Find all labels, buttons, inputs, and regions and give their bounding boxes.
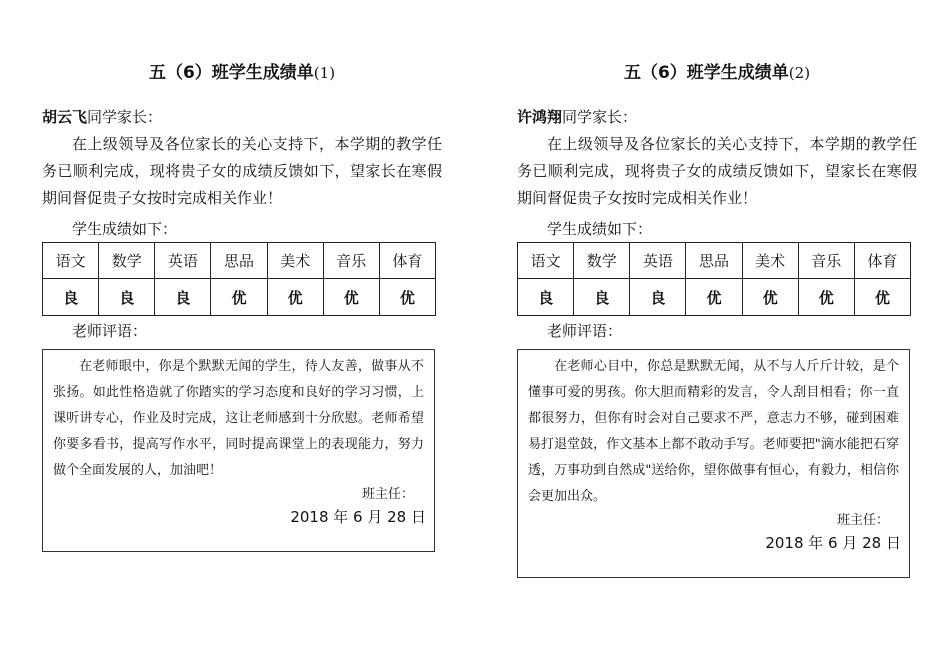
grade-cell: 良 — [518, 279, 574, 316]
comment-label: 老师评语： — [547, 322, 623, 340]
subject-cell: 音乐 — [323, 243, 379, 279]
subjects-row — [43, 243, 436, 279]
intro-paragraph: 在上级领导及各位家长的关心支持下，本学期的教学任务已顺利完成，现将贵子女的成绩反馈如下，望家长在寒假期间督促贵子女按时完成相关作业！ — [42, 135, 442, 207]
subject-cell: 体育 — [379, 243, 435, 279]
report-number: (2) — [788, 64, 811, 82]
grades-row — [43, 279, 436, 316]
grade-cell: 优 — [686, 279, 742, 316]
subject-cell: 思品 — [686, 243, 742, 279]
report-date: 2018 年 6 月 28 日 — [765, 534, 901, 552]
greeting-suffix: 同学家长： — [87, 108, 163, 126]
subject-cell: 美术 — [742, 243, 798, 279]
subject-cell: 体育 — [854, 243, 910, 279]
grades-row — [518, 279, 911, 316]
grade-cell: 良 — [99, 279, 155, 316]
comment-box — [517, 349, 910, 578]
grade-cell: 优 — [323, 279, 379, 316]
subject-cell: 数学 — [574, 243, 630, 279]
grades-table — [517, 242, 911, 316]
grade-cell: 良 — [43, 279, 99, 316]
greeting — [517, 106, 637, 127]
grades-table — [42, 242, 436, 316]
subject-cell: 美术 — [267, 243, 323, 279]
student-name: 胡云飞 — [42, 108, 88, 126]
scores-label: 学生成绩如下： — [547, 220, 653, 238]
greeting-suffix: 同学家长： — [562, 108, 638, 126]
grade-cell: 优 — [742, 279, 798, 316]
intro-paragraph: 在上级领导及各位家长的关心支持下，本学期的教学任务已顺利完成，现将贵子女的成绩反馈如下，望家长在寒假期间督促贵子女按时完成相关作业！ — [517, 135, 917, 207]
comment-box — [42, 349, 435, 552]
subject-cell: 音乐 — [798, 243, 854, 279]
subject-cell: 语文 — [43, 243, 99, 279]
subject-cell: 思品 — [211, 243, 267, 279]
comment-label: 老师评语： — [72, 322, 148, 340]
grade-cell: 良 — [574, 279, 630, 316]
report-date: 2018 年 6 月 28 日 — [290, 508, 426, 526]
subject-cell: 英语 — [630, 243, 686, 279]
teacher-signature: 班主任： — [836, 513, 889, 528]
report-title: 五（6）班学生成绩单(2) — [623, 63, 811, 83]
subject-cell: 语文 — [518, 243, 574, 279]
subject-cell: 英语 — [155, 243, 211, 279]
subject-cell: 数学 — [99, 243, 155, 279]
grade-cell: 优 — [211, 279, 267, 316]
scores-label: 学生成绩如下： — [72, 220, 178, 238]
grade-cell: 优 — [798, 279, 854, 316]
grade-cell: 优 — [267, 279, 323, 316]
grade-cell: 良 — [630, 279, 686, 316]
teacher-signature: 班主任： — [361, 487, 414, 502]
greeting — [42, 106, 162, 127]
report-number: (1) — [313, 64, 336, 82]
student-name: 许鸿翔 — [517, 108, 563, 126]
grade-cell: 良 — [155, 279, 211, 316]
subjects-row — [518, 243, 911, 279]
teacher-comment: 在老师眼中，你是个默默无闻的学生，待人友善，做事从不张扬。如此性格造就了你踏实的学习态度和良好的学习习惯，上课听讲专心，作业及时完成，这让老师感到十分欣慰。老师希望你要多看书，提高写作水平，同时提高课堂上的表现能力，努力做个全面发展的人，加油吧！ — [53, 359, 424, 478]
grade-cell: 优 — [379, 279, 435, 316]
report-title: 五（6）班学生成绩单(1) — [148, 63, 336, 83]
teacher-comment: 在老师心目中，你总是默默无闻，从不与人斤斤计较，是个懂事可爱的男孩。你大胆而精彩的发言，令人刮目相看；你一直都很努力，但你有时会对自己要求不严，意志力不够，碰到困难易打退堂鼓，作文基本上都不敢动手写。老师要把"滴水能把石穿透，万事功到自然成"送给你，望你做事有恒心，有毅力，相信你会更加出众。 — [528, 359, 899, 504]
grade-cell: 优 — [854, 279, 910, 316]
